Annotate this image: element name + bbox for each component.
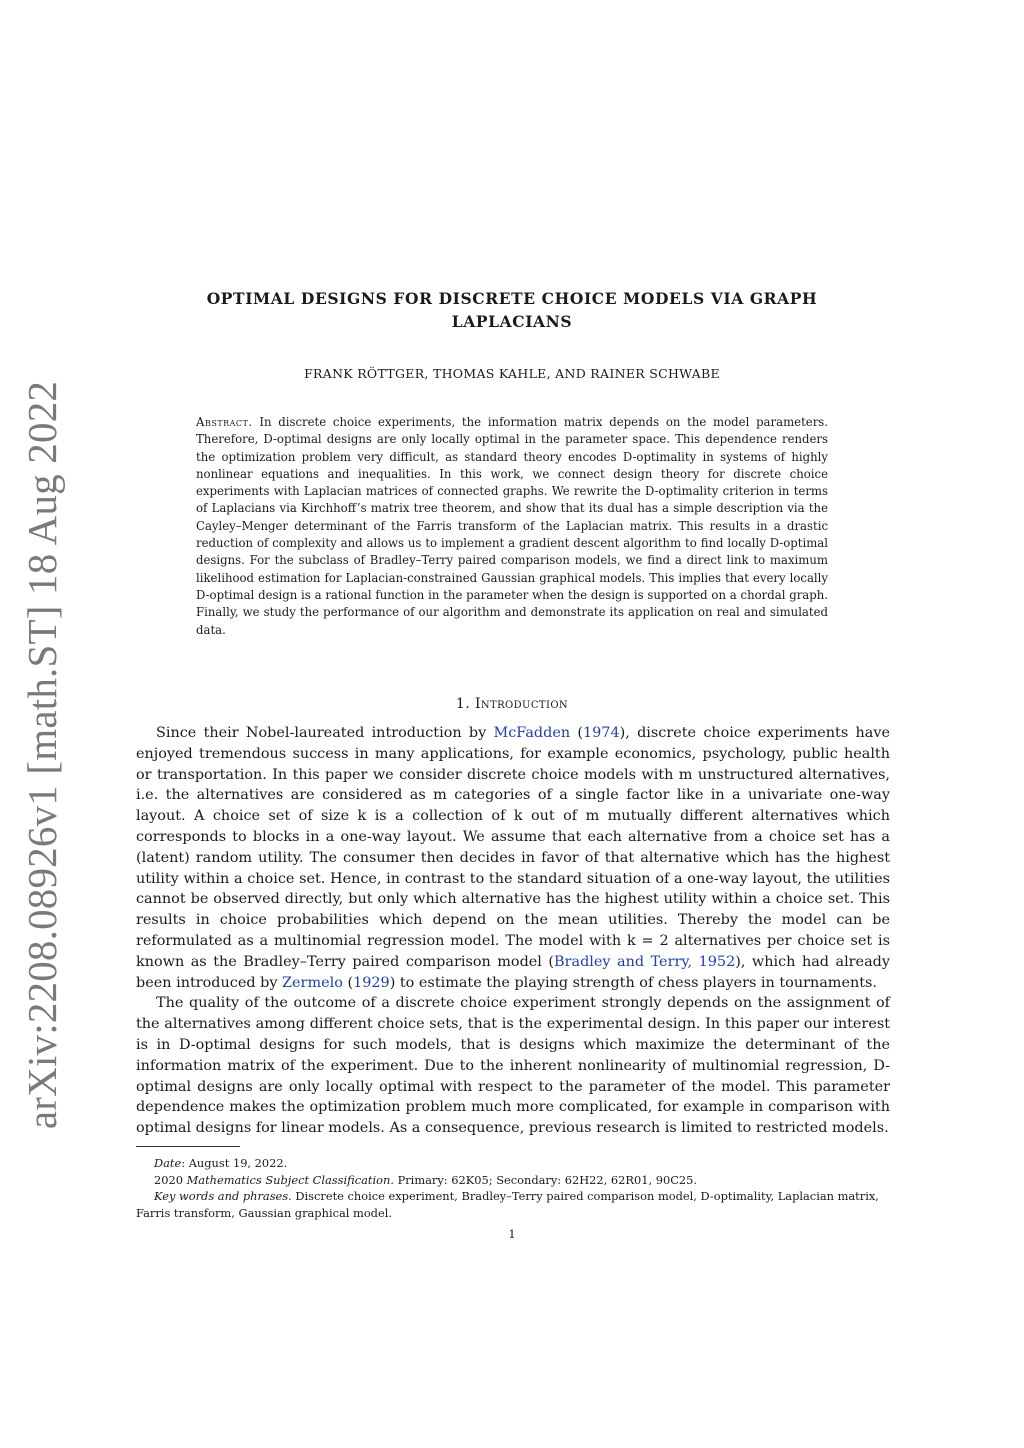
introduction-body — [136, 723, 890, 1139]
intro-p1-text-d: ), which had already been introduced by — [136, 953, 890, 991]
citation-link-zermelo-year[interactable]: 1929 — [353, 974, 390, 991]
footnotes — [136, 1155, 890, 1221]
intro-p1-text-e: ( — [342, 974, 354, 991]
footnote-keywords-label: Key words and phrases. — [154, 1189, 292, 1204]
footnote-keywords-value: Discrete choice experiment, Bradley–Terry paired comparison model, D-optimality, Laplacian matrix, Farris transform, Gaussian graphical model. — [136, 1189, 879, 1220]
footnote-divider — [136, 1146, 240, 1147]
citation-link-zermelo[interactable]: Zermelo — [282, 974, 343, 991]
citation-link-mcfadden-year[interactable]: 1974 — [583, 725, 620, 741]
footnote-date — [136, 1155, 890, 1172]
intro-p1-text-c: ), discrete choice experiments have enjoyed tremendous success in many applications, for example economics, psychology, public health or transportation. In this paper we consider discrete choice models with m unstructured alternatives, i.e. the alternatives are considered as m categories of a single factor like in a univariate one-way layout. A choice set of size k is a collection of k out of m mutually different alternatives which corresponds to blocks in a one-way layout. We assume that each alternative from a choice set has a (latent) random utility. The consumer then decides in favor of that alternative which has the highest utility within a choice set. Hence, in contrast to the standard situation of a one-way layout, the utilities cannot be observed directly, but only which alternative has the highest utility within a choice set. This results in choice probabilities which depend on the mean utilities. Thereby the model can be reformulated as a multinomial regression model. The model with k = 2 alternatives per choice set is known as the Bradley–Terry paired comparison model ( — [136, 725, 890, 970]
section-heading-introduction — [130, 696, 894, 712]
footnote-msc — [136, 1172, 890, 1189]
footnote-date-label: Date — [154, 1156, 182, 1170]
abstract-text: In discrete choice experiments, the information matrix depends on the model parameters. Therefore, D-optimal designs are only locally optimal in the parameter space. This dependence renders the optimization problem very difficult, as standard theory encodes D-optimality in systems of highly nonlinear equations and inequalities. In this work, we connect design theory for discrete choice experiments with Laplacian matrices of connected graphs. We rewrite the D-optimality criterion in terms of Laplacians via Kirchhoff’s matrix tree theorem, and show that its dual has a simple description via the Cayley–Menger determinant of the Farris transform of the Laplacian matrix. This results in a drastic reduction of complexity and allows us to implement a gradient descent algorithm to find locally D-optimal designs. For the subclass of Bradley–Terry paired comparison models, we find a direct link to maximum likelihood estimation for Laplacian-constrained Gaussian graphical models. This implies that every locally D-optimal design is a rational function in the parameter when the design is supported on a chordal graph. Finally, we study the performance of our algorithm and demonstrate its application on real and simulated data. — [196, 415, 828, 637]
footnote-msc-year: 2020 — [154, 1172, 187, 1187]
title-line-2: LAPLACIANS — [451, 312, 573, 331]
footnote-msc-value: Primary: 62K05; Secondary: 62H22, 62R01, 90C25. — [393, 1172, 698, 1187]
author-list: FRANK RÖTTGER, THOMAS KAHLE, AND RAINER SCHWABE — [304, 366, 720, 381]
intro-paragraph-2: The quality of the outcome of a discrete choice experiment strongly depends on the assignment of the alternatives among different choice sets, that is the experimental design. In this paper our interest is in D-optimal designs for such models, that is designs which maximize the determinant of the information matrix of the experiment. Due to the inherent nonlinearity of multinomial regression, D-optimal designs are only locally optimal with respect to the parameter of the model. This parameter dependence makes the optimization problem much more complicated, for example in comparison with optimal designs for linear models. As a consequence, previous research is limited to restricted models. — [136, 995, 890, 1137]
footnote-date-value: : August 19, 2022. — [181, 1156, 288, 1170]
footnote-keywords — [136, 1188, 890, 1221]
title-line-1: OPTIMAL DESIGNS FOR DISCRETE CHOICE MODELS VIA GRAPH — [206, 289, 818, 308]
arxiv-identifier-text: arXiv:2208.08926v1 [math.ST] 18 Aug 2022 — [19, 380, 65, 1130]
paper-title — [130, 287, 894, 333]
citation-link-bradley-terry[interactable]: Bradley and Terry, 1952 — [554, 953, 736, 970]
abstract — [196, 414, 828, 639]
section-number: 1. — [455, 696, 471, 712]
intro-p1-text-f: ) to estimate the playing strength of chess players in tournaments. — [389, 974, 877, 991]
abstract-label: Abstract. — [196, 415, 253, 429]
intro-p1-text-b: ( — [570, 725, 583, 741]
intro-paragraph-1 — [136, 723, 890, 993]
arxiv-identifier-stamp — [12, 380, 72, 1130]
section-title: Introduction — [474, 696, 569, 712]
page-number: 1 — [508, 1227, 516, 1241]
intro-p1-text-a: Since their Nobel-laureated introduction by — [156, 725, 494, 741]
footnote-msc-label: Mathematics Subject Classification. — [186, 1172, 394, 1187]
citation-link-mcfadden[interactable]: McFadden — [493, 725, 571, 741]
